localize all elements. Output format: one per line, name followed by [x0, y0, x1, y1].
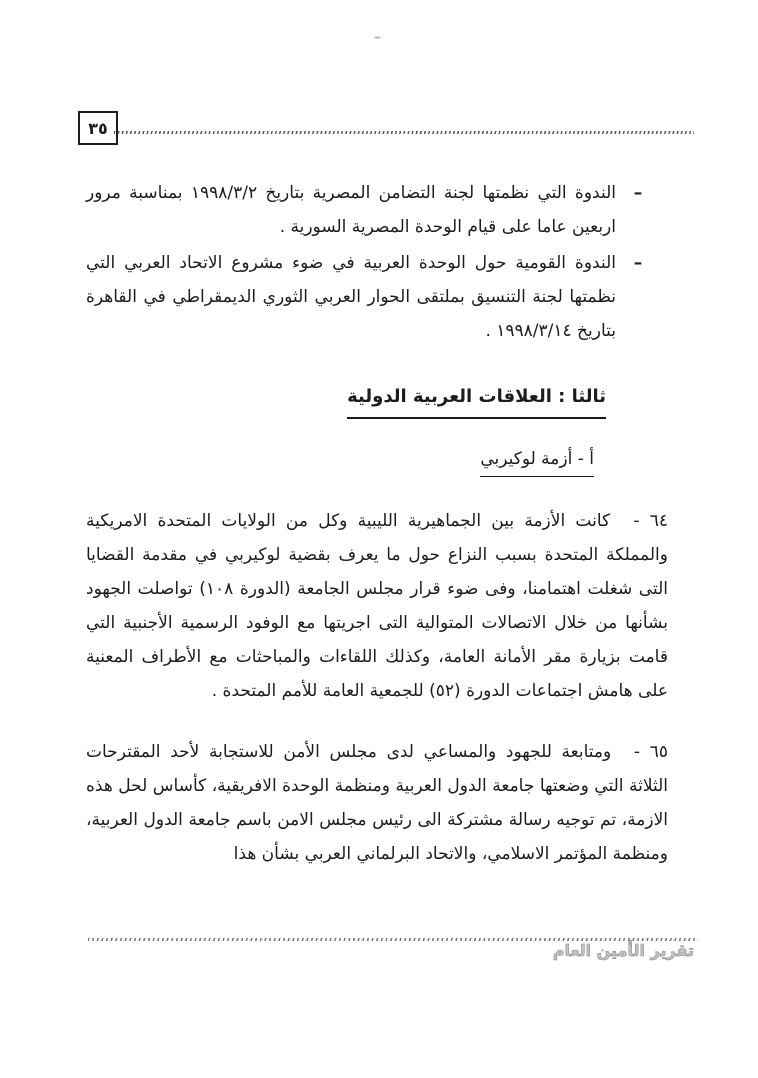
dash-bullet: – — [633, 183, 643, 203]
list-item — [86, 246, 668, 348]
paragraph-text: ومتابعة للجهود والمساعي لدى مجلس الأمن للاستجابة لأحد المقترحات الثلاثة التي وضعتها جامعة الدول العربية ومنظمة الوحدة الافريقية، كأساس لحل هذه الازمة، تم توجيه رسالة مشتركة الى رئيس مجلس الامن باسم جامعة الدول العربية، ومنظمة المؤتمر الاسلامي، والاتحاد البرلماني العربي بشأن هذا — [86, 742, 668, 864]
section-heading: ثالثا : العلاقات العربية الدولية — [347, 384, 606, 419]
list-item — [86, 176, 668, 244]
paragraph-text: كانت الأزمة بين الجماهيرية الليبية وكل من الولايات المتحدة الامريكية والمملكة المتحدة بسبب النزاع حول ما يعرف بقضية لوكيربي في مقدمة القضايا التى شغلت اهتمامنا، وفى ضوء قرار مجلس الجامعة (الدورة ١٠٨) تواصلت الجهود بشأنها من خلال الاتصالات المتوالية التى اجريتها مع الوفود الرسمية الأجنبية التي قامت بزيارة مقر الأمانة العامة، وكذلك اللقاءات والمباحثات مع الأطراف المعنية على هامش اجتماعات الدورة (٥٢) للجمعية العامة للأمم المتحدة . — [86, 511, 668, 701]
subsection-heading: أ - أزمة لوكيربي — [480, 447, 594, 477]
header-rule — [114, 131, 694, 134]
page-content — [86, 176, 668, 871]
footer-stamp: تقرير الأمين العام — [552, 941, 694, 960]
list-item-text: الندوة القومية حول الوحدة العربية في ضوء مشروع الاتحاد العربي التي نظمتها لجنة التنسيق بملتقى الحوار العربي الثوري الديمقراطي في القاهرة بتاريخ ١٩٩٨/٣/١٤ . — [86, 253, 616, 341]
paragraph-number: ٦٥ - — [633, 742, 668, 762]
scan-artifact — [374, 36, 381, 39]
list-item-text: الندوة التي نظمتها لجنة التضامن المصرية بتاريخ ١٩٩٨/٣/٢ بمناسبة مرور اربعين عاما على قيام الوحدة المصرية السورية . — [86, 183, 616, 237]
numbered-paragraph — [86, 504, 668, 708]
numbered-paragraph — [86, 735, 668, 871]
paragraph-number: ٦٤ - — [633, 511, 668, 531]
page-number: ٣٥ — [78, 111, 118, 145]
dash-bullet: – — [633, 253, 643, 273]
